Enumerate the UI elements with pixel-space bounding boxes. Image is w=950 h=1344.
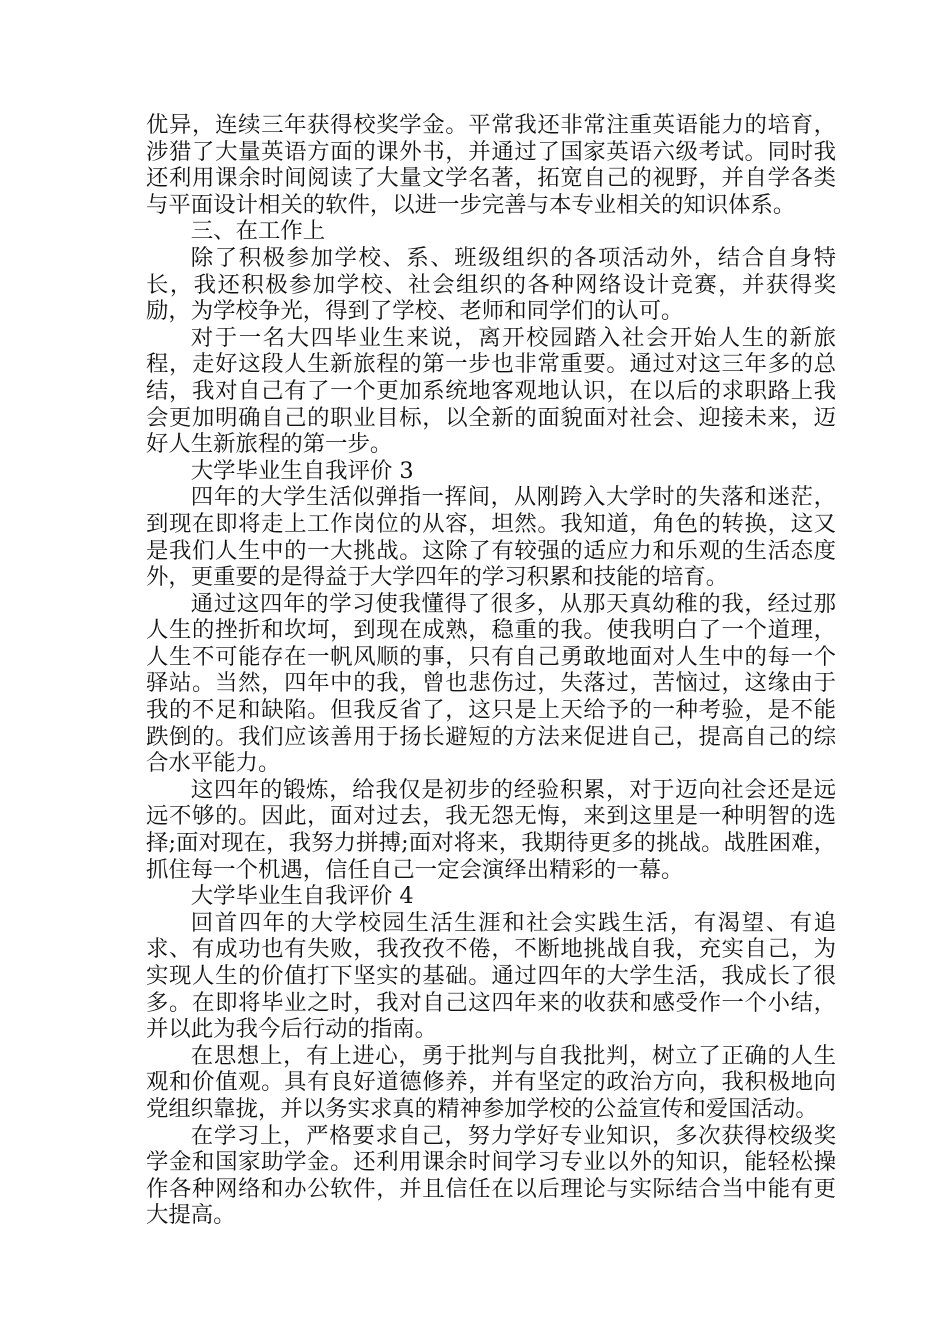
paragraph-new-journey: 对于一名大四毕业生来说，离开校园踏入社会开始人生的新旅程，走好这段人生新旅程的第一步也非常重要。通过对这三年多的总结，我对自己有了一个更加系统地客观地认识，在以后的求职路上我会更加明确自己的职业目标，以全新的面貌面对社会、迎接未来，迈好人生新旅程的第一步。 <box>146 324 836 458</box>
paragraph-study: 在学习上，严格要求自己，努力学好专业知识，多次获得校级奖学金和国家助学金。还利用课余时间学习专业以外的知识，能轻松操作各种网络和办公软件，并且信任在以后理论与实际结合当中能有更大提高。 <box>146 1122 836 1229</box>
paragraph-activities: 除了积极参加学校、系、班级组织的各项活动外，结合自身特长，我还积极参加学校、社会组织的各种网络设计竞赛，并获得奖励，为学校争光，得到了学校、老师和同学们的认可。 <box>146 244 836 325</box>
document-body <box>146 112 836 1229</box>
section-heading-work: 三、在工作上 <box>190 218 326 245</box>
paragraph-learning: 通过这四年的学习使我懂得了很多，从那天真幼稚的我，经过那人生的挫折和坎坷，到现在成熟，稳重的我。使我明白了一个道理，人生不可能存在一帆风顺的事，只有自己勇敢地面对人生中的每一个驿站。当然，四年中的我，曾也悲伤过，失落过，苦恼过，这缘由于我的不足和缺陷。但我反省了，这只是上天给予的一种考验，是不能跌倒的。我们应该善用于扬长避短的方法来促进自己，提高自己的综合水平能力。 <box>146 590 836 777</box>
paragraph-four-years: 四年的大学生活似弹指一挥间，从刚跨入大学时的失落和迷茫，到现在即将走上工作岗位的从容，坦然。我知道，角色的转换，这又是我们人生中的一大挑战。这除了有较强的适应力和乐观的生活态度外，更重要的是得益于大学四年的学习积累和技能的培育。 <box>146 484 836 591</box>
paragraph-academic-continued: 优异，连续三年获得校奖学金。平常我还非常注重英语能力的培育，涉猎了大量英语方面的课外书，并通过了国家英语六级考试。同时我还利用课余时间阅读了大量文学名著，拓宽自己的视野，并自学各类与平面设计相关的软件，以进一步完善与本专业相关的知识体系。 <box>146 112 836 218</box>
section-heading-evaluation-4: 大学毕业生自我评价 4 <box>190 883 414 910</box>
paragraph-looking-back: 回首四年的大学校园生活生涯和社会实践生活，有渴望、有追求、有成功也有失败，我孜孜不倦，不断地挑战自我，充实自己，为实现人生的价值打下坚实的基础。通过四年的大学生活，我成长了很多。在即将毕业之时，我对自己这四年来的收获和感受作一个小结，并以此为我今后行动的指南。 <box>146 909 836 1043</box>
paragraph-training: 这四年的锻炼，给我仅是初步的经验积累，对于迈向社会还是远远不够的。因此，面对过去，我无怨无悔，来到这里是一种明智的选择;面对现在，我努力拼搏;面对将来，我期待更多的挑战。战胜困难，抓住每一个机遇，信任自己一定会演绎出精彩的一幕。 <box>146 776 836 883</box>
section-heading-evaluation-3: 大学毕业生自我评价 3 <box>190 457 414 484</box>
paragraph-ideology: 在思想上，有上进心，勇于批判与自我批判，树立了正确的人生观和价值观。具有良好道德修养，并有坚定的政治方向，我积极地向党组织靠拢，并以务实求真的精神参加学校的公益宣传和爱国活动。 <box>146 1042 836 1122</box>
